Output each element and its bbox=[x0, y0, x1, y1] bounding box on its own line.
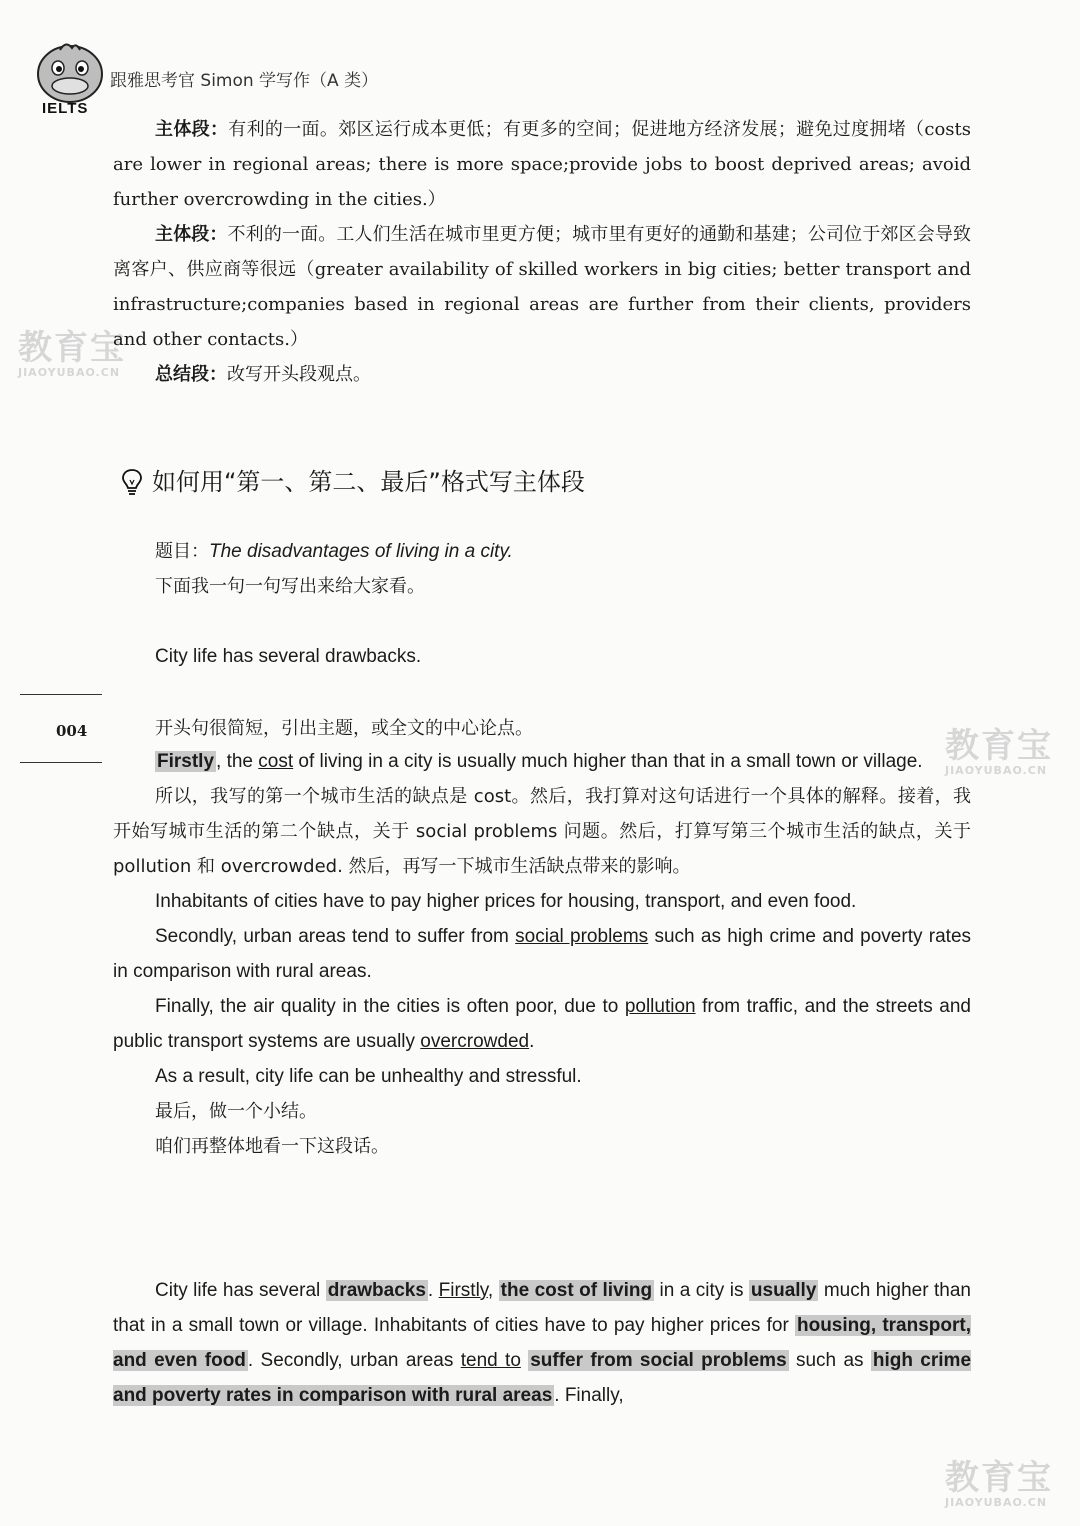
outline-body1: 主体段：有利的一面。郊区运行成本更低；有更多的空间；促进地方经济发展；避免过度拥堵（costs are lower in regional areas; there is more space;provide jobs to boost deprived areas; avoid further overcrowding in the cities.） bbox=[113, 119, 972, 210]
outline-conclusion: 总结段：改写开头段观点。 bbox=[155, 364, 371, 385]
opening-sentence: City life has several drawbacks. bbox=[155, 646, 422, 667]
opening-note: 开头句很简短，引出主题，或全文的中心论点。 bbox=[155, 718, 533, 739]
sentence-result: As a result, city life can be unhealthy and stressful. bbox=[155, 1066, 582, 1087]
full-paragraph: City life has several drawbacks . Firstly, the cost of living in a city is usually much higher than that in a small town or village. Inhabitants of cities have to pay higher prices for housing, transport, and even food . Secondly, urban areas tend to suffer from social problems such as high crime and poverty rates in comparison with rural areas . Finally, bbox=[113, 1280, 972, 1406]
watermark-right-bottom: 教育宝 JIAOYUBAO.CN bbox=[945, 1458, 1053, 1509]
prompt-line: 题目：The disadvantages of living in a city. bbox=[155, 541, 513, 562]
overall-note: 咱们再整体地看一下这段话。 bbox=[155, 1136, 389, 1157]
sentence-inhabitants: Inhabitants of cities have to pay higher prices for housing, transport, and even food. bbox=[155, 891, 857, 912]
lightbulb-icon bbox=[120, 468, 144, 496]
book-title: 跟雅思考官 Simon 学写作（A 类） bbox=[110, 71, 379, 91]
section-heading: 如何用“第一、第二、最后”格式写主体段 bbox=[120, 462, 585, 502]
sentence-firstly: Firstly , the cost of living in a city is usually much higher than that in a small town or village. bbox=[157, 751, 923, 772]
prompt-intro: 下面我一句一句写出来给大家看。 bbox=[155, 576, 425, 597]
outline-block bbox=[113, 112, 971, 392]
watermark-right-mid: 教育宝 JIAOYUBAO.CN bbox=[945, 726, 1053, 777]
outline-body2: 主体段：不利的一面。工人们生活在城市里更方便；城市里有更好的通勤和基建；公司位于郊区会导致离客户、供应商等很远（greater availability of skilled workers in big cities; better transport and infrastructure;companies based in regional areas are further from their clients, providers and other contacts.） bbox=[113, 224, 971, 350]
ielts-logo-text: IELTS bbox=[42, 100, 89, 117]
page-number: 004 bbox=[56, 722, 88, 740]
page-number-rule-top bbox=[20, 694, 102, 695]
summary-note: 最后，做一个小结。 bbox=[155, 1101, 317, 1122]
sentence-secondly: Secondly, urban areas tend to suffer from social problems such as high crime and poverty rates in comparison with rural areas. bbox=[113, 926, 972, 982]
explanation-note: 所以，我写的第一个城市生活的缺点是 cost。然后，我打算对这句话进行一个具体的解释。接着，我开始写城市生活的第二个缺点，关于 social problems 问题。然后，打算写第三个城市生活的缺点，关于 pollution 和 overcrowded. 然后，再写一下城市生活缺点带来的影响。 bbox=[113, 786, 971, 877]
walkthrough-block bbox=[113, 744, 971, 1164]
watermark-left: 教育宝 JIAOYUBAO.CN bbox=[18, 328, 126, 379]
page-number-rule-bottom bbox=[20, 762, 102, 763]
sentence-finally: Finally, the air quality in the cities is often poor, due to pollution from traffic, and the streets and public transport systems are usually overcrowded. bbox=[113, 996, 971, 1052]
